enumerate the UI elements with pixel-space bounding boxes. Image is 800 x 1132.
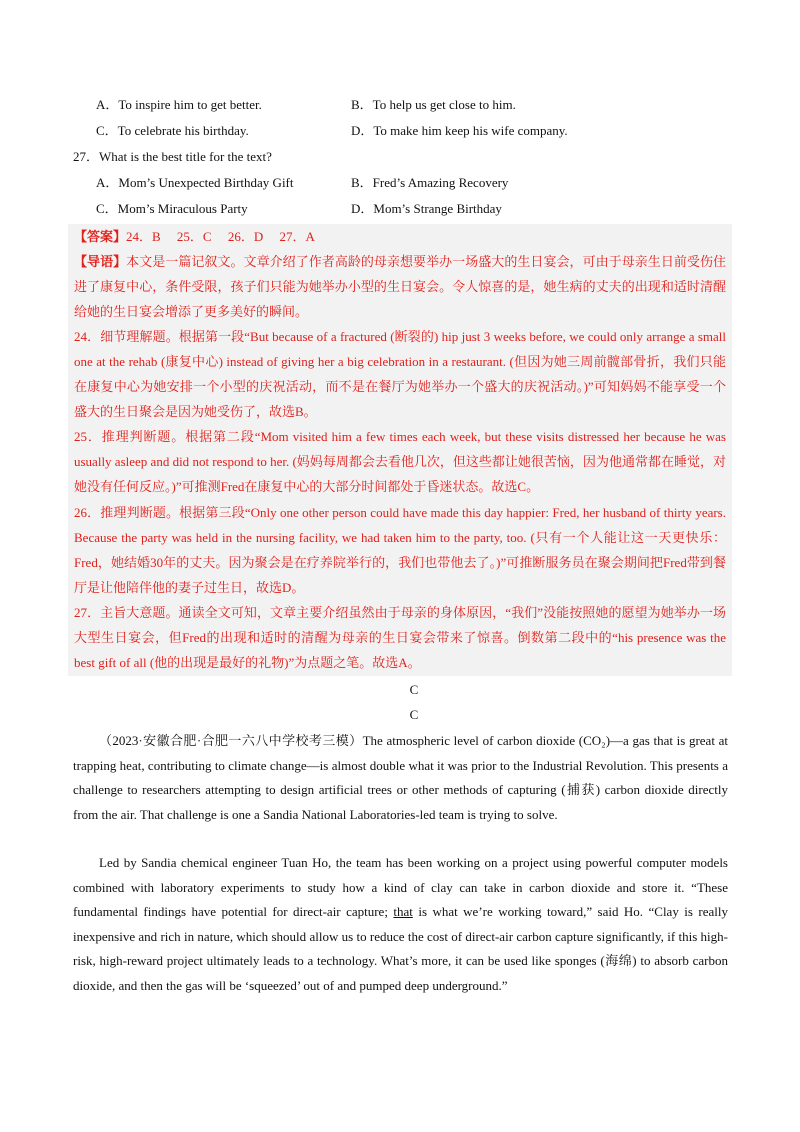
q27-stem: 27．What is the best title for the text? bbox=[73, 149, 272, 164]
explanation-27: 27．主旨大意题。通读全文可知，文章主要介绍虽然由于母亲的身体原因，“我们”没能按照她的愿望为她举办一场大型生日宴会，但Fred的出现和适时的清醒为母亲的生日宴会带来了惊喜。倒数第二段中的“his presence was the best gift of all (他的出现是最好的礼物)”为点题之笔。故选A。 bbox=[74, 605, 726, 670]
guide-paragraph bbox=[74, 249, 726, 324]
answer-key bbox=[74, 224, 726, 249]
answers-label: 【答案】 bbox=[74, 229, 127, 244]
q26-option-d[interactable]: D．To make him keep his wife company. bbox=[351, 123, 568, 138]
answer-explanation-box bbox=[68, 224, 732, 676]
explanation-26: 26．推理判断题。根据第三段“Only one other person could have made this day happier: Fred, her husband of thirty years. Because the party was held in the nursing facility, we had taken him to the party, too. (只有一个人能让这一天更快乐：Fred，她结婚30年的丈夫。因为聚会是在疗养院举行的，我们也带他去了。)”可推断服务员在聚会期间把Fred带到餐厅是让他陪伴他的妻子过生日，故选D。 bbox=[74, 505, 726, 595]
q26-option-c[interactable]: C．To celebrate his birthday. bbox=[96, 123, 249, 138]
explanation-24: 24．细节理解题。根据第一段“But because of a fractured (断裂的) hip just 3 weeks before, we could only arrange a small one at the rehab (康复中心) instead of giving her a big celebration in a restaurant. (但因为她三周前髋部骨折，我们只能在康复中心为她安排一个小型的庆祝活动，而不是在餐厅为她举办一个盛大的庆祝活动。)”可知妈妈不能享受一个盛大的生日聚会是因为她受伤了，故选B。 bbox=[74, 329, 726, 419]
guide-label: 【导语】 bbox=[74, 254, 127, 269]
passage-paragraph-1: （2023·安徽合肥·合肥一六八中学校考三模）The atmospheric level of carbon dioxide (CO₂)—a gas that is great at trapping heat, contributing to climate change—is almost double what it was prior to the Industrial Revolution. This presents a challenge to researchers attempting to design artificial trees or other methods of capturing (捕获) carbon dioxide directly from the air. That challenge is one a Sandia National Laboratories-led team is trying to solve. bbox=[73, 733, 728, 822]
section-letter-1: C bbox=[409, 682, 419, 697]
passage-p2-part-b: is what we’re working toward,” said Ho. “Clay is really inexpensive and rich in nature, which should allow us to reduce the cost of direct-air carbon capture significantly, if this high-risk, high-reward project ultimately leads to a technology. What’s more, it can be used like sponges (海绵) to absorb carbon dioxide, and then the gas will be ‘squeezed’ out of and pumped deep underground.” bbox=[73, 904, 728, 993]
q26-options-row-2 bbox=[96, 120, 736, 142]
passage-p2-part-a: Led by Sandia chemical engineer Tuan Ho, the team has been working on a project using powerful computer models combined with laboratory experiments to study how a kind of clay can take in carbon dioxide and store it. “These fundamental findings have potential for direct-air capture; bbox=[73, 855, 728, 919]
q27-option-d[interactable]: D．Mom’s Strange Birthday bbox=[351, 201, 502, 216]
underlined-word: that bbox=[393, 904, 413, 919]
q26-option-a[interactable]: A．To inspire him to get better. bbox=[96, 97, 262, 112]
q27-option-b[interactable]: B．Fred’s Amazing Recovery bbox=[351, 175, 509, 190]
passage-paragraph-2 bbox=[73, 851, 728, 998]
q27-options-row-2 bbox=[96, 198, 736, 220]
section-letter-2: C bbox=[409, 707, 419, 722]
guide-text: 本文是一篇记叙文。文章介绍了作者高龄的母亲想要举办一场盛大的生日宴会，可由于母亲生日前受伤住进了康复中心，条件受限，孩子们只能为她举办小型的生日宴会。令人惊喜的是，她生病的丈夫的出现和适时清醒给她的生日宴会增添了更多美好的瞬间。 bbox=[74, 254, 726, 319]
q27-option-c[interactable]: C．Mom’s Miraculous Party bbox=[96, 201, 248, 216]
q27-options-row-1 bbox=[96, 172, 736, 194]
q27-option-a[interactable]: A．Mom’s Unexpected Birthday Gift bbox=[96, 175, 294, 190]
q26-option-b[interactable]: B．To help us get close to him. bbox=[351, 97, 516, 112]
answers-text: 24．B 25．C 26．D 27．A bbox=[126, 229, 315, 244]
q26-options-row-1 bbox=[96, 94, 736, 116]
explanation-25: 25．推理判断题。根据第二段“Mom visited him a few times each week, but these visits distressed her because he was usually asleep and did not respond to her. (妈妈每周都会去看他几次，但这些都让她很苦恼，因为他通常都在睡觉，对她没有任何反应。)”可推测Fred在康复中心的大部分时间都处于昏迷状态。故选C。 bbox=[74, 429, 726, 494]
